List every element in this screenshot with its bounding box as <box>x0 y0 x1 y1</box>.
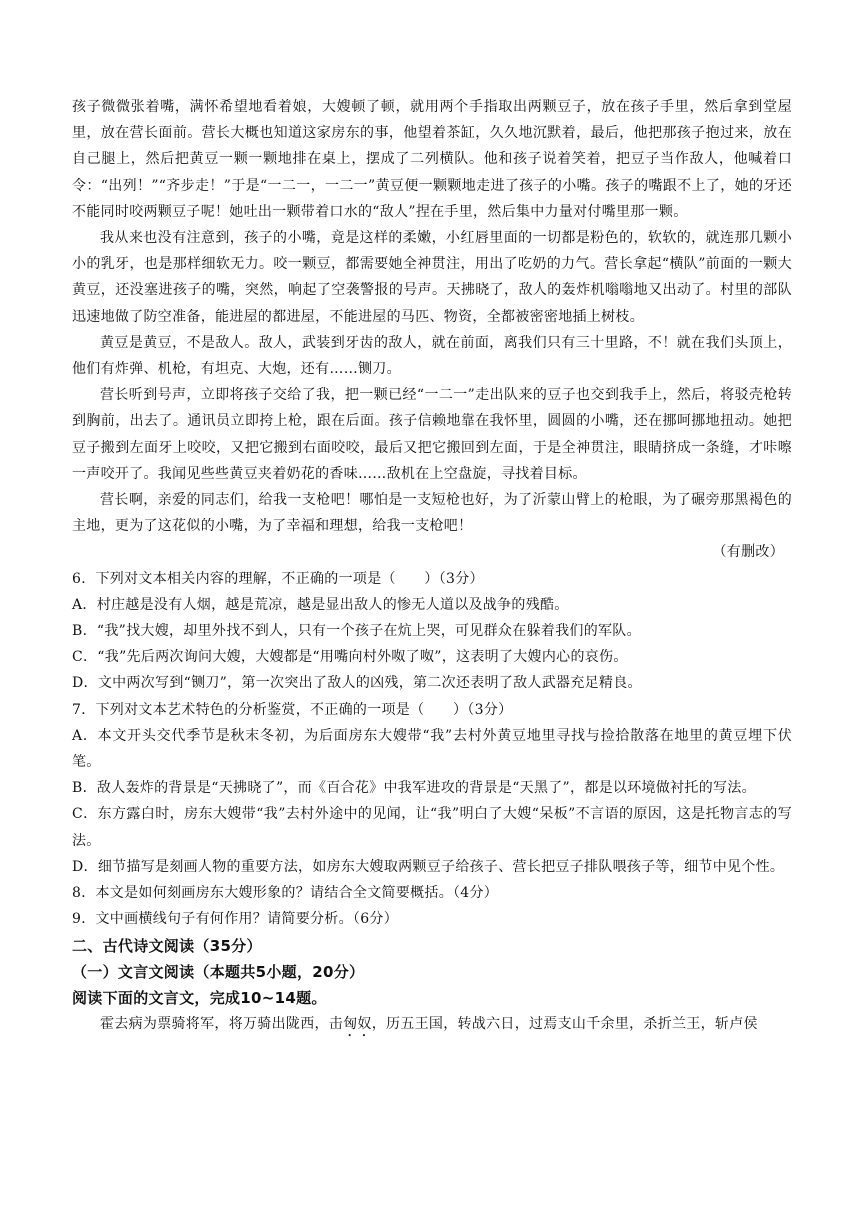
emphasized-word: 匈奴 <box>343 1016 372 1033</box>
question-7-option-c: C．东方露白时，房东大嫂带“我”去村外途中的见闻，让“我”明白了大嫂“呆板”不言语的原因，这是托物言志的写法。 <box>72 806 792 849</box>
story-paragraph-1: 孩子微微张着嘴，满怀希望地看着娘，大嫂顿了顿，就用两个手指取出两颗豆子，放在孩子手里，然后拿到堂屋里，放在营长面前。营长大概也知道这家房东的事，他望着茶缸，久久地沉默着，最后，他把那孩子抱过来，放在自己腿上，然后把黄豆一颗一颗地排在桌上，摆成了二列横队。他和孩子说着笑着，把豆子当作敌人，他喊着口令：“出列！”“齐步走！”于是“一二一，一二一”黄豆便一颗颗地走进了孩子的小嘴。孩子的嘴跟不上了，她的牙还不能同时咬两颗豆子呢！她吐出一颗带着口水的“敌人”捏在手里，然后集中力量对付嘴里那一颗。 <box>72 99 792 220</box>
question-8: 8．本文是如何刻画房东大嫂形象的？请结合全文简要概括。（4分） <box>72 885 499 902</box>
exam-page <box>72 94 792 1040</box>
section-2-title: 二、古代诗文阅读（35分） <box>72 936 262 955</box>
question-7-option-d: D．细节描写是刻画人物的重要方法，如房东大嫂取两颗豆子给孩子、营长把豆子排队喂孩子等，细节中见个性。 <box>72 858 785 875</box>
question-6-option-d: D．文中两次写到“铡刀”，第一次突出了敌人的凶残，第二次还表明了敌人武器充足精良。 <box>72 675 642 692</box>
question-9: 9．文中画横线句子有何作用？请简要分析。（6分） <box>72 911 399 928</box>
classical-text-paragraph <box>72 1011 792 1040</box>
edited-note: （有删改） <box>712 544 784 561</box>
question-6-option-b: B．“我”找大嫂，却里外找不到人，只有一个孩子在炕上哭，可见群众在躲着我们的军队。 <box>72 623 641 640</box>
story-paragraph-2: 我从来也没有注意到，孩子的小嘴，竟是这样的柔嫩，小红唇里面的一切都是粉色的，软软的，就连那几颗小小的乳牙，也是那样细软无力。咬一颗豆，都需要她全神贯注，用出了吃奶的力气。营长拿起“横队”前面的一颗大黄豆，还没塞进孩子的嘴，突然，响起了空袭警报的号声。天拂晓了，敌人的轰炸机嗡嗡地又出动了。村里的部队迅速地做了防空准备，能进屋的都进屋，不能进屋的马匹、物资，全都被密密地插上树枝。 <box>72 230 792 325</box>
question-6-option-a: A．村庄越是没有人烟，越是荒凉，越是显出敌人的惨无人道以及战争的残酷。 <box>72 596 569 613</box>
classical-text-start: 霍去病为票骑将军，将万骑出陇西，击 <box>100 1016 344 1033</box>
question-6-stem: 6．下列对文本相关内容的理解，不正确的一项是（ ）（3分） <box>72 570 484 587</box>
story-paragraph-4: 营长听到号声，立即将孩子交给了我，把一颗已经“一二一”走出队来的豆子也交到我手上，然后，将驳壳枪转到胸前，出去了。通讯员立即挎上枪，跟在后面。孩子信赖地靠在我怀里，圆圆的小嘴，还在挪呵挪地扭动。她把豆子搬到左面牙上咬咬，又把它搬到右面咬咬，最后又把它搬回到左面，于是全神贯注，眼睛挤成一条缝，才咔嚓一声咬开了。我闻见些些黄豆夹着奶花的香味……敌机在上空盘旋，寻找着目标。 <box>72 387 792 482</box>
story-paragraph-3: 黄豆是黄豆，不是敌人。敌人，武装到牙齿的敌人，就在前面，离我们只有三十里路，不！就在我们头顶上，他们有炸弹、机枪，有坦克、大炮，还有……铡刀。 <box>72 334 792 378</box>
section-2-subtitle: （一）文言文阅读（本题共5小题，20分） <box>72 962 365 981</box>
section-2-instruction: 阅读下面的文言文，完成10~14题。 <box>72 988 327 1007</box>
question-7-option-b: B．敌人轰炸的背景是“天拂晓了”，而《百合花》中我军进攻的背景是“天黑了”，都是以环境做衬托的写法。 <box>72 780 756 797</box>
question-7-option-a: A．本文开头交代季节是秋末冬初，为后面房东大嫂带“我”去村外黄豆地里寻找与捡拾散落在地里的黄豆埋下伏笔。 <box>72 727 792 771</box>
classical-text-end: ，历五王国，转战六日，过焉支山千余里，杀折兰王，斩卢侯 <box>371 1016 758 1033</box>
story-paragraph-5: 营长啊，亲爱的同志们，给我一支枪吧！哪怕是一支短枪也好，为了沂蒙山臂上的枪眼，为了碾旁那黑褐色的主地，更为了这花似的小嘴，为了幸福和理想，给我一支枪吧！ <box>72 492 792 535</box>
question-7-stem: 7．下列对文本艺术特色的分析鉴赏，不正确的一项是（ ）（3分） <box>72 701 513 718</box>
question-6-option-c: C．“我”先后两次询问大嫂，大嫂都是“用嘴向村外呶了呶”，这表明了大嫂内心的哀伤。 <box>72 649 628 666</box>
